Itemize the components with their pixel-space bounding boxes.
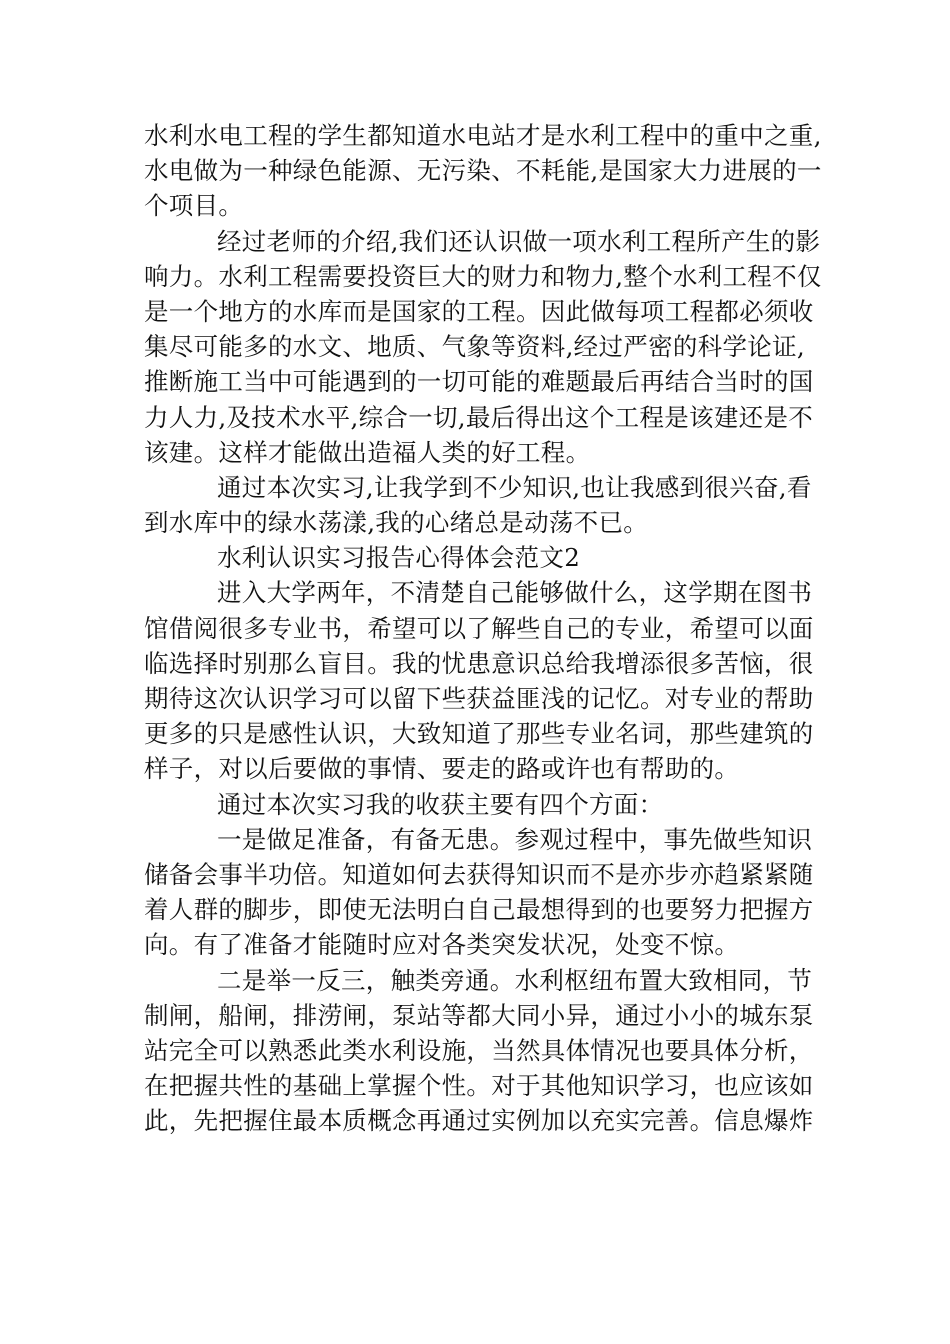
text-line: 一是做足准备，有备无患。参观过程中，事先做些知识 bbox=[217, 824, 813, 854]
text-line: 通过本次实习,让我学到不少知识,也让我感到很兴奋,看 bbox=[217, 472, 812, 502]
text-line: 样子，对以后要做的事情、要走的路或许也有帮助的。 bbox=[144, 754, 740, 784]
text-line: 更多的只是感性认识，大致知道了那些专业名词，那些建筑的 bbox=[144, 719, 814, 749]
text-line: 制闸，船闸，排涝闸，泵站等都大同小异，通过小小的城东泵 bbox=[144, 1000, 814, 1030]
text-line: 是一个地方的水库而是国家的工程。因此做每项工程都必须收 bbox=[144, 296, 814, 326]
text-line: 二是举一反三，触类旁通。水利枢纽布置大致相同，节 bbox=[217, 965, 813, 995]
text-line: 在把握共性的基础上掌握个性。对于其他知识学习，也应该如 bbox=[144, 1071, 814, 1101]
text-line: 集尽可能多的水文、地质、气象等资料,经过严密的科学论证, bbox=[144, 332, 805, 362]
text-line: 进入大学两年，不清楚自己能够做什么，这学期在图书 bbox=[217, 578, 813, 608]
text-line: 馆借阅很多专业书，希望可以了解些自己的专业，希望可以面 bbox=[144, 613, 814, 643]
text-line: 力人力,及技术水平,综合一切,最后得出这个工程是该建还是不 bbox=[144, 402, 814, 432]
text-line: 到水库中的绿水荡漾,我的心绪总是动荡不已。 bbox=[144, 508, 649, 538]
text-line: 通过本次实习我的收获主要有四个方面： bbox=[217, 789, 664, 819]
text-line: 响力。水利工程需要投资巨大的财力和物力,整个水利工程不仅 bbox=[144, 261, 822, 291]
body-text bbox=[144, 118, 822, 1138]
text-line: 期待这次认识学习可以留下些获益匪浅的记忆。对专业的帮助 bbox=[144, 684, 814, 713]
text-line: 储备会事半功倍。知道如何去获得知识而不是亦步亦趋紧紧随 bbox=[144, 859, 814, 889]
text-line: 该建。这样才能做出造福人类的好工程。 bbox=[144, 437, 591, 467]
text-line: 站完全可以熟悉此类水利设施，当然具体情况也要具体分析， bbox=[144, 1035, 814, 1065]
text-line: 向。有了准备才能随时应对各类突发状况，处变不惊。 bbox=[144, 930, 740, 960]
text-line: 经过老师的介绍,我们还认识做一项水利工程所产生的影 bbox=[217, 226, 821, 256]
text-line: 推断施工当中可能遇到的一切可能的难题最后再结合当时的国 bbox=[144, 367, 814, 397]
text-line: 水利水电工程的学生都知道水电站才是水利工程中的重中之重, bbox=[144, 121, 822, 150]
text-line: 个项目。 bbox=[144, 191, 244, 221]
text-line: 此，先把握住最本质概念再通过实例加以充实完善。信息爆炸 bbox=[144, 1106, 814, 1136]
text-line: 水利认识实习报告心得体会范文2 bbox=[217, 543, 581, 573]
text-line: 着人群的脚步，即使无法明白自己最想得到的也要努力把握方 bbox=[144, 895, 814, 925]
text-line: 水电做为一种绿色能源、无污染、不耗能,是国家大力进展的一 bbox=[144, 156, 822, 186]
text-line: 临选择时别那么盲目。我的忧患意识总给我增添很多苦恼，很 bbox=[144, 648, 814, 678]
